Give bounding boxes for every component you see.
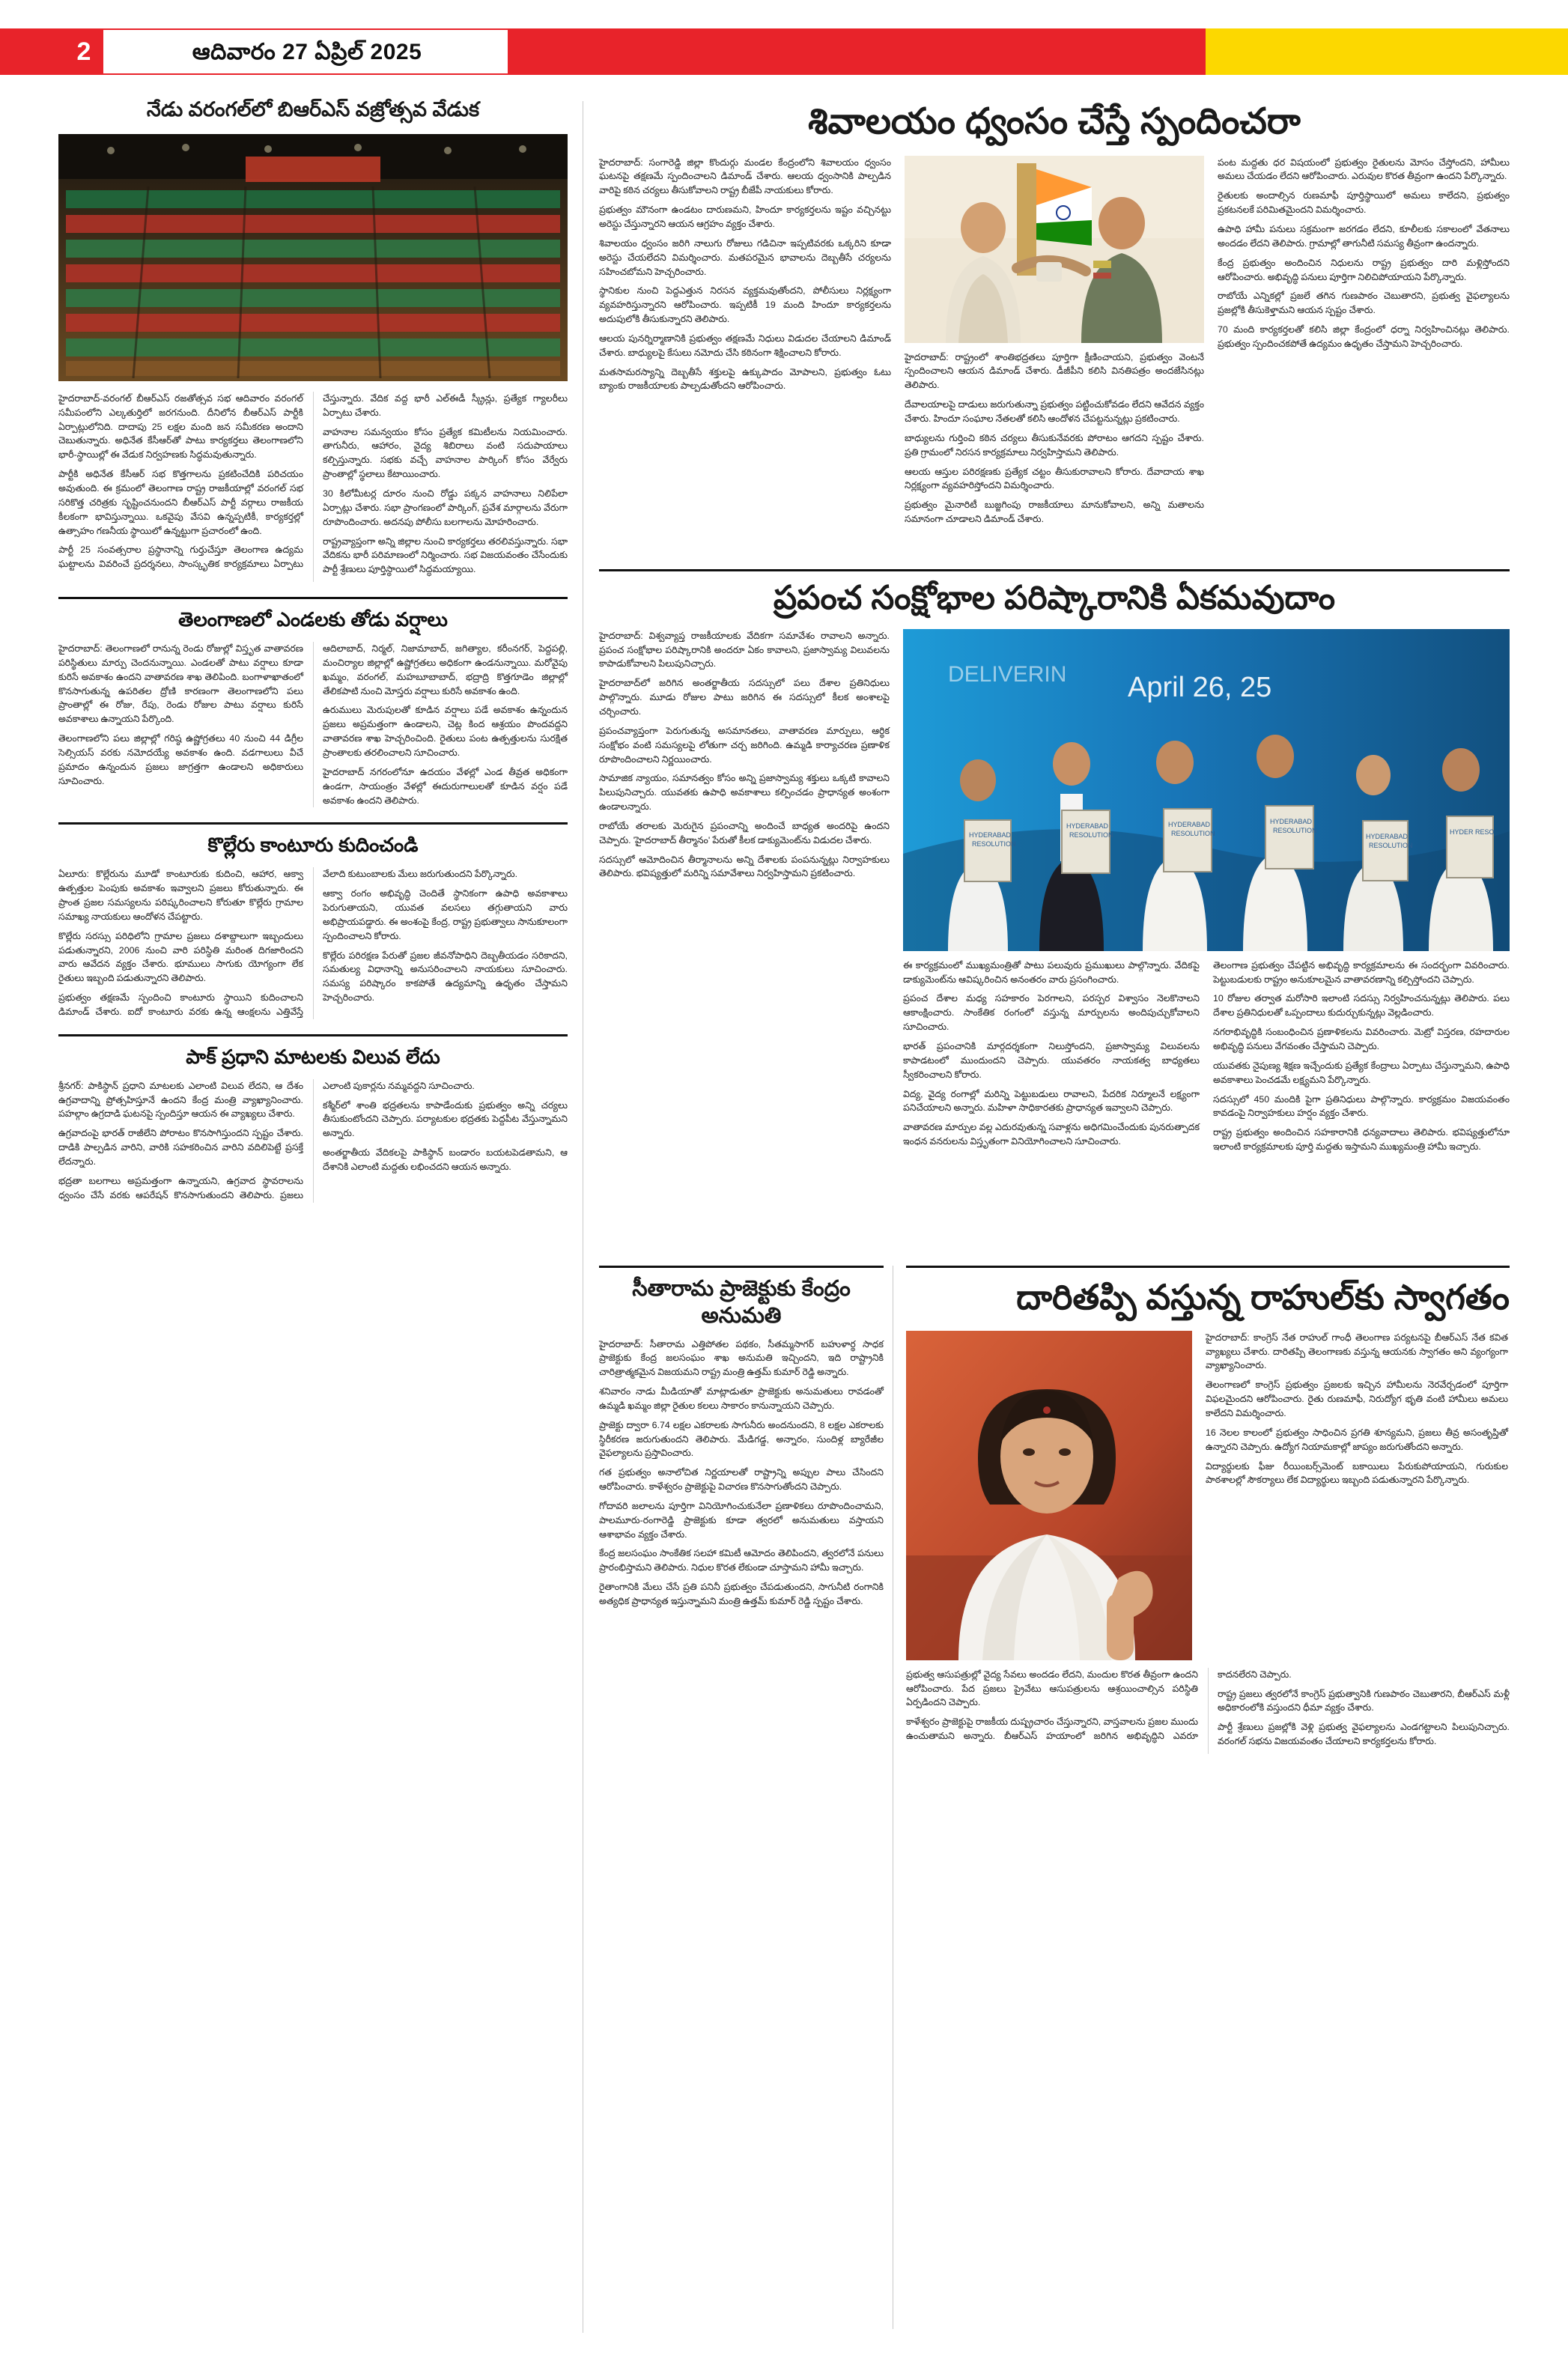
paragraph: ఆదిలాబాద్, నిర్మల్, నిజామాబాద్, జగిత్యాల, కరీంనగర్, పెద్దపల్లి, మంచిర్యాల జిల్లాల్లో ఉష్ణోగ్రతలు అధికంగా ఉండనున్నాయి. మరోవైపు ఖమ్మం, వరంగల్, మహబూబాబాద్, భద్రాద్రి కొత్తగూడెం జిల్లాల్లో తేలికపాటి నుంచి మోస్తరు వర్షాలు కురిసే అవకాశం ఉంది.	[323, 643, 568, 696]
paragraph: శనివారం నాడు మీడియాతో మాట్లాడుతూ ప్రాజెక్టుకు అనుమతులు రావడంతో ఉమ్మడి ఖమ్మం జిల్లా రైతుల కలలు సాకారం కానున్నాయని చెప్పారు.	[599, 1386, 884, 1411]
storyC-body	[599, 1338, 884, 1609]
svg-text:HYDERABAD: HYDERABAD	[1270, 817, 1313, 825]
paragraph: ఉగ్రవాదంపై భారత్ రాజీలేని పోరాటం కొనసాగిస్తుందని స్పష్టం చేశారు. దాడికి పాల్పడిన వారిని, వారికి సహకరించిన వారిని వదిలిపెట్టే ప్రసక్తే లేదన్నారు.	[58, 1128, 303, 1167]
svg-text:RESOLUTION: RESOLUTION	[1369, 841, 1413, 849]
paragraph: ప్రభుత్వం మౌనంగా ఉండటం దారుణమని, హిందూ కార్యకర్తలను ఇష్టం వచ్చినట్టు అరెస్టు చేస్తున్నారని ఆయన ఆగ్రహం వ్యక్తం చేశారు.	[599, 204, 891, 229]
paragraph: ప్రాజెక్టు ద్వారా 6.74 లక్షల ఎకరాలకు సాగునీరు అందనుందని, 8 లక్షల ఎకరాలకు స్థిరీకరణ జరుగుతుందని తెలిపారు. మేడిగడ్డ, అన్నారం, సుందిళ్ల బ్యారేజీల వైఫల్యాలను ప్రస్తావించారు.	[599, 1419, 884, 1459]
paragraph: వాతావరణ మార్పుల వల్ల ఎదురవుతున్న సవాళ్లను అధిగమించేందుకు పునరుత్పాదక ఇంధన వనరులను విస్తృతంగా వినియోగించాలని సూచించారు.	[903, 1122, 1200, 1147]
paragraph: కశ్మీర్‌లో శాంతి భద్రతలను కాపాడేందుకు ప్రభుత్వం అన్ని చర్యలు తీసుకుంటోందని చెప్పారు. పర్యాటకుల భద్రతకు పెద్దపీట వేస్తున్నామని అన్నారు.	[323, 1099, 568, 1139]
paragraph: నగరాభివృద్ధికి సంబంధించిన ప్రణాళికలను వివరించారు. మెట్రో విస్తరణ, రహదారుల అభివృద్ధి పనులు వేగవంతం చేస్తామని చెప్పారు.	[1213, 1027, 1510, 1052]
storyA-col1	[599, 156, 891, 532]
col1-section3-headline: కొల్లేరు కాంటూరు కుదించండి	[58, 822, 568, 861]
paragraph: హైదరాబాద్ నగరంలోనూ ఉదయం వేళల్లో ఎండ తీవ్రత అధికంగా ఉండగా, సాయంత్రం వేళల్లో ఈదురుగాలులతో కూడిన వర్షం పడే అవకాశం ఉందని తెలిపారు.	[323, 766, 568, 806]
col1-section2-headline: తెలంగాణలో ఎండలకు తోడు వర్షాలు	[58, 597, 568, 636]
storyB-headline: ప్రపంచ సంక్షోభాల పరిష్కారానికి ఏకమవుదాం	[599, 569, 1510, 629]
paragraph: తెలంగాణలోని పలు జిల్లాల్లో గరిష్ఠ ఉష్ణోగ్రతలు 40 నుంచి 44 డిగ్రీల సెల్సియస్ వరకు నమోదయ్యే అవకాశం ఉంది. వడగాలులు వీచే ప్రమాదం ఉన్నందున ప్రజలు జాగ్రత్తగా ఉండాలని అధికారులు సూచించారు.	[58, 733, 303, 786]
paragraph: ఆలయ ఆస్తుల పరిరక్షణకు ప్రత్యేక చట్టం తీసుకురావాలని కోరారు. దేవాదాయ శాఖ నిర్లక్ష్యంగా వ్యవహరిస్తోందని విమర్శించారు.	[905, 466, 1204, 491]
svg-text:RESOLUTION: RESOLUTION	[972, 840, 1016, 848]
paragraph: ఏలూరు: కొల్లేరును మూడో కాంటూరుకు కుదించి, ఆహార, ఆక్వా ఉత్పత్తుల పెంపుకు అవకాశం ఇవ్వాలని ప్రజలు కోరుతున్నారు. ఈ ప్రాంత ప్రజల సమస్యలను పరిష్కరించాలని కోరుతూ కొల్లేరు గ్రామాల సమాఖ్య నాయకులు ఆందోళన చేపట్టారు.	[58, 869, 303, 922]
svg-text:RESOLUTION: RESOLUTION	[1069, 831, 1113, 839]
story-temple-demolition	[599, 97, 1510, 532]
minister-dgp-handshake-photo	[905, 156, 1204, 343]
masthead-yellow-bar	[1206, 28, 1568, 75]
svg-text:HYDER RESO: HYDER RESO	[1450, 828, 1495, 836]
paragraph: హైదరాబాద్: విశ్వవ్యాప్త రాజకీయాలకు వేదికగా సమావేశం రావాలని అన్నారు. ప్రపంచ సంక్షోభాల పరిష్కారానికి అందరూ ఏకం కావాలని, ప్రజాస్వామ్య విలువలను కాపాడుకోవాలని పిలుపునిచ్చారు.	[599, 630, 890, 670]
paragraph: ఆక్వా రంగం అభివృద్ధి చెందితే స్థానికంగా ఉపాధి అవకాశాలు పెరుగుతాయని, యువత వలసలు తగ్గుతాయని వారు అభిప్రాయపడ్డారు. ఈ అంశంపై కేంద్ర, రాష్ట్ర ప్రభుత్వాలు సానుకూలంగా స్పందించాలని కోరారు.	[323, 888, 568, 941]
svg-text:April 26, 25: April 26, 25	[1128, 671, 1272, 703]
paragraph: 30 కిలోమీటర్ల దూరం నుంచి రోడ్డు పక్కన వాహనాలు నిలిపేలా ఏర్పాట్లు చేశారు. సభా ప్రాంగణంలో పార్కింగ్, ప్రవేశ మార్గాలను వేరుగా రూపొందించారు. అదనపు పోలీసు బలగాలను మోహరించారు.	[323, 488, 568, 527]
svg-text:RESOLUTION: RESOLUTION	[1171, 829, 1215, 837]
paragraph: ఉపాధి హామీ పనులు సక్రమంగా జరగడం లేదని, కూలీలకు సకాలంలో వేతనాలు అందడం లేదని తెలిపారు. గ్రామాల్లో తాగునీటి సమస్య తీవ్రంగా ఉందన్నారు.	[1218, 223, 1510, 249]
storyC-headline: సీతారామ ప్రాజెక్టుకు కేంద్రం అనుమతి	[599, 1266, 884, 1338]
svg-text:HYDERABAD: HYDERABAD	[969, 831, 1012, 839]
paragraph: ప్రపంచవ్యాప్తంగా పెరుగుతున్న అసమానతలు, వాతావరణ మార్పులు, ఆర్థిక సంక్షోభం వంటి సమస్యలపై లోతుగా చర్చ జరిగింది. ఉమ్మడి కార్యాచరణ ప్రణాళిక రూపొందించాలని నిర్ణయించారు.	[599, 725, 890, 765]
issue-date: ఆదివారం 27 ఏప్రిల్ 2025	[192, 40, 422, 64]
paragraph: వాహనాల సమన్వయం కోసం ప్రత్యేక కమిటీలను నియమించారు. తాగునీరు, ఆహారం, వైద్య శిబిరాలు వంటి సదుపాయాలు కల్పిస్తున్నారు. సభకు వచ్చే వాహనాల పార్కింగ్ కోసం వేర్వేరు ప్రాంతాల్లో స్థలాలు కేటాయించారు.	[323, 426, 568, 480]
col1-section3-body	[58, 867, 568, 1018]
paragraph: కేంద్ర ప్రభుత్వం అందించిన నిధులను రాష్ట్ర ప్రభుత్వం దారి మళ్లిస్తోందని ఆరోపించారు. అభివృద్ధి పనులు పూర్తిగా నిలిచిపోయాయని పేర్కొన్నారు.	[1218, 257, 1510, 282]
paragraph: పార్టీకి అధినేత కేసీఆర్ సభ కొత్తగాలను ప్రకటించేదికి పరిచయం అవుతుంది. ఈ క్రమంలో తెలంగాణ రాష్ట్ర రాజకీయాల్లో వరంగల్ సభ సరికొత్త చరిత్రకు సృష్టించనుందని బీఆర్ఎస్ పార్టీ వర్గాలు రాజకీయ కీలకంగా భావిస్తున్నాయి. ఒకవైపు వేసవి ఉన్నప్పటికీ, కార్యకర్తల్లో ఉత్సాహం గణనీయ స్థాయిలో ఉన్నట్టుగా ప్రచారంలో ఉంది.	[58, 469, 303, 536]
paragraph: ప్రభుత్వం మైనారిటీ బుజ్జగింపు రాజకీయాలు మానుకోవాలని, అన్ని మతాలను సమానంగా చూడాలని డిమాండ్ చేశారు.	[905, 500, 1204, 525]
paragraph: శ్రీనగర్: పాకిస్థాన్ ప్రధాని మాటలకు ఎలాంటి విలువ లేదని, ఆ దేశం ఉగ్రవాదాన్ని ప్రోత్సహిస్తూనే ఉందని కేంద్ర మంత్రి వ్యాఖ్యానించారు. పహల్గాం ఉగ్రదాడి ఘటనపై స్పందిస్తూ ఆయన ఈ వ్యాఖ్యలు చేశారు.	[58, 1080, 303, 1120]
svg-text:DELIVERIN: DELIVERIN	[948, 661, 1067, 687]
paragraph: దేవాలయాలపై దాడులు జరుగుతున్నా ప్రభుత్వం పట్టించుకోవడం లేదని ఆవేదన వ్యక్తం చేశారు. హిందూ సంఘాల నేతలతో కలిసి ఆందోళన చేపట్టనున్నట్లు ప్రకటించారు.	[905, 399, 1204, 424]
paragraph: గత ప్రభుత్వం అనాలోచిత నిర్ణయాలతో రాష్ట్రాన్ని అప్పుల పాలు చేసిందని ఆరోపించారు. కాళేశ్వరం ప్రాజెక్టుపై విచారణ కొనసాగుతోందని చెప్పారు.	[599, 1467, 884, 1493]
storyD-row	[906, 1331, 1510, 1660]
col1-headline: నేడు వరంగల్‌లో బిఆర్‌ఎస్ వజ్రోత్సవ వేడుక	[146, 98, 480, 121]
paragraph: ప్రభుత్వం తక్షణమే స్పందించి కాంటూరు స్థాయిని కుదించాలని డిమాండ్ చేశారు. ఐదో కాంటూరు వరకు ఉన్న ఆంక్షలను ఎత్తివేస్తే వేలాది కుటుంబాలకు మేలు జరుగుతుందని పేర్కొన్నారు.	[58, 869, 518, 1017]
storyB-col2	[903, 959, 1200, 1159]
svg-text:RESOLUTION: RESOLUTION	[1273, 826, 1317, 834]
warangal-rally-ground-photo	[58, 134, 568, 381]
paragraph: ఈ కార్యక్రమంలో ముఖ్యమంత్రితో పాటు పలువురు ప్రముఖులు పాల్గొన్నారు. వేదికపై డాక్యుమెంట్‌ను ఆవిష్కరించిన అనంతరం వారు ప్రసంగించారు.	[903, 959, 1200, 985]
paragraph: హైదరాబాద్: సీతారామ ఎత్తిపోతల పథకం, సీతమ్మసాగర్ బహుళార్థ సాధక ప్రాజెక్టుకు కేంద్ర జలసంఘం శాఖ అనుమతి ఇచ్చిందని, ఇది రాష్ట్రానికి చారిత్రాత్మకమైన విజయమని రాష్ట్ర మంత్రి ఉత్తమ్ కుమార్ రెడ్డి అన్నారు.	[599, 1338, 884, 1378]
paragraph: ప్రభుత్వ ఆసుపత్రుల్లో వైద్య సేవలు అందడం లేదని, మందుల కొరత తీవ్రంగా ఉందని ఆరోపించారు. పేద ప్రజలు ప్రైవేటు ఆసుపత్రులను ఆశ్రయించాల్సిన పరిస్థితి ఏర్పడిందని చెప్పారు.	[906, 1669, 1198, 1708]
paragraph: రాష్ట్ర ప్రభుత్వం అందించిన సహకారానికి ధన్యవాదాలు తెలిపారు. భవిష్యత్తులోనూ ఇలాంటి కార్యక్రమాలకు పూర్తి మద్దతు ఇస్తామని ముఖ్యమంత్రి హామీ ఇచ్చారు.	[1213, 1127, 1510, 1153]
paragraph: సామాజిక న్యాయం, సమానత్వం కోసం అన్ని ప్రజాస్వామ్య శక్తులు ఒక్కటి కావాలని పిలుపునిచ్చారు. యువతకు ఉపాధి అవకాశాలు కల్పించడం ప్రాధాన్యత అంశంగా ఉండాలన్నారు.	[599, 773, 890, 813]
paragraph: గోదావరి జలాలను పూర్తిగా వినియోగించుకునేలా ప్రణాళికలు రూపొందించామని, పాలమూరు-రంగారెడ్డి ప్రాజెక్టుకు కూడా త్వరలో అనుమతులు వస్తాయని ఆశాభావం వ్యక్తం చేశారు.	[599, 1500, 884, 1540]
hyderabad-resolution-stage-photo	[903, 629, 1510, 951]
paragraph: 10 రోజుల తర్వాత మరోసారి ఇలాంటి సదస్సు నిర్వహించనున్నట్లు తెలిపారు. పలు దేశాల ప్రతినిధులతో ఒప్పందాలు కుదుర్చుకున్నట్లు వెల్లడించారు.	[1213, 993, 1510, 1018]
paragraph: ఉరుములు మెరుపులతో కూడిన వర్షాలు పడే అవకాశం ఉన్నందున ప్రజలు అప్రమత్తంగా ఉండాలని, చెట్ల కింద ఆశ్రయం పొందవద్దని వాతావరణ శాఖ హెచ్చరించింది. రైతులు పంట ఉత్పత్తులను సురక్షిత ప్రాంతాలకు తరలించాలని సూచించారు.	[323, 705, 568, 758]
paragraph: రాష్ట్రవ్యాప్తంగా అన్ని జిల్లాల నుంచి కార్యకర్తలు తరలివస్తున్నారు. సభా వేదికను భారీ పరిమాణంలో నిర్మించారు. సభ విజయవంతం చేసేందుకు పార్టీ శ్రేణులు పూర్తిస్థాయిలో సిద్ధమయ్యాయి.	[323, 535, 568, 575]
paragraph: హైదరాబాద్: తెలంగాణలో రానున్న రెండు రోజుల్లో విస్తృత వాతావరణ పరిస్థితులు మార్పు చెందనున్నాయి. ఎండలతో పాటు వర్షాలు కూడా కురిసే అవకాశం ఉందని వాతావరణ శాఖ తెలిపింది. బంగాళాఖాతంలో కొనసాగుతున్న ఉపరితల ద్రోణి కారణంగా తెలంగాణలోని పలు ప్రాంతాల్లో ఈ రోజు, రేపు, రెండు రోజుల పాటు వర్షాలు కురిసే అవకాశాలు ఉన్నాయని పేర్కొంది.	[58, 643, 303, 725]
paragraph: కాళేశ్వరం ప్రాజెక్టుపై రాజకీయ దుష్ప్రచారం చేస్తున్నారని, వాస్తవాలను ప్రజల ముందు ఉంచుతామని అన్నారు. బీఆర్ఎస్ హయాంలో జరిగిన అభివృద్ధిని ఎవరూ కాదనలేరని చెప్పారు.	[906, 1669, 1292, 1742]
paragraph: విద్యార్థులకు ఫీజు రీయింబర్స్‌మెంట్ బకాయిలు పేరుకుపోయాయని, గురుకుల పాఠశాలల్లో సౌకర్యాలు లేక విద్యార్థులు ఇబ్బంది పడుతున్నారని పేర్కొన్నారు.	[1206, 1460, 1508, 1486]
storyD-headline: దారితప్పి వస్తున్న రాహుల్‌కు స్వాగతం	[906, 1266, 1510, 1331]
paragraph: ప్రపంచ దేశాల మధ్య సహకారం పెరగాలని, పరస్పర విశ్వాసం నెలకొనాలని ఆకాంక్షించారు. సాంకేతిక రంగంలో వస్తున్న మార్పులను అందిపుచ్చుకోవాలని సూచించారు.	[903, 993, 1200, 1033]
paragraph: కొల్లేరు పరిరక్షణ పేరుతో ప్రజల జీవనోపాధిని దెబ్బతీయడం సరికాదని, సమతుల్య విధానాన్ని అనుసరించాలని నాయకులు సూచించారు. సమస్య పరిష్కారం కాకపోతే ఉద్యమాన్ని ఉధృతం చేస్తామని హెచ్చరించారు.	[323, 950, 568, 1004]
paragraph: పంట మద్దతు ధర విషయంలో ప్రభుత్వం రైతులను మోసం చేస్తోందని, హామీలు అమలు చేయడం లేదని ఆరోపించారు. ఎరువుల కొరత తీవ్రంగా ఉందని పేర్కొన్నారు.	[1218, 157, 1510, 182]
paragraph: సదస్సులో ఆమోదించిన తీర్మానాలను అన్ని దేశాలకు పంపనున్నట్లు నిర్వాహకులు తెలిపారు. భవిష్యత్తులో మరిన్ని సమావేశాలు నిర్వహిస్తామని ప్రకటించారు.	[599, 854, 890, 879]
svg-text:HYDERABAD: HYDERABAD	[1168, 820, 1211, 828]
paragraph: రైతాంగానికి మేలు చేసే ప్రతి పనినీ ప్రభుత్వం చేపడుతుందని, సాగునీటి రంగానికి అత్యధిక ప్రాధాన్యత ఇస్తున్నామని మంత్రి ఉత్తమ్ కుమార్ రెడ్డి స్పష్టం చేశారు.	[599, 1582, 884, 1606]
storyA-headline: శివాలయం ధ్వంసం చేస్తే స్పందించరా	[808, 102, 1301, 142]
storyA-col3	[1218, 156, 1510, 532]
storyB-col1	[599, 629, 890, 1159]
paragraph: పార్టీ శ్రేణులు ప్రజల్లోకి వెళ్లి ప్రభుత్వ వైఫల్యాలను ఎండగట్టాలని పిలుపునిచ్చారు. వరంగల్ సభను విజయవంతం చేయాలని కార్యకర్తలను కోరారు.	[1218, 1722, 1510, 1747]
paragraph: మతసామరస్యాన్ని దెబ్బతీసే శక్తులపై ఉక్కుపాదం మోపాలని, ప్రభుత్వం ఓటు బ్యాంకు రాజకీయాలకు పాల్పడుతోందని ఆరోపించారు.	[599, 366, 891, 392]
paragraph: సదస్సులో 450 మందికి పైగా ప్రతినిధులు పాల్గొన్నారు. కార్యక్రమం విజయవంతం కావడంపై నిర్వాహకులు హర్షం వ్యక్తం చేశారు.	[1213, 1093, 1510, 1119]
paragraph: 16 నెలల కాలంలో ప్రభుత్వం సాధించిన ప్రగతి శూన్యమని, ప్రజలు తీవ్ర అసంతృప్తితో ఉన్నారని చెప్పారు. ఉద్యోగ నియామకాల్లో జాప్యం జరుగుతోందని అన్నారు.	[1206, 1427, 1508, 1452]
paragraph: తెలంగాణలో కాంగ్రెస్ ప్రభుత్వం ప్రజలకు ఇచ్చిన హామీలను నెరవేర్చడంలో పూర్తిగా విఫలమైందని ఆరోపించారు. రైతు రుణమాఫీ, నిరుద్యోగ భృతి వంటి హామీలు అమలు కాలేదని విమర్శించారు.	[1206, 1379, 1508, 1419]
svg-text:HYDERABAD: HYDERABAD	[1366, 832, 1409, 840]
svg-text:HYDERABAD: HYDERABAD	[1066, 822, 1109, 830]
col1-section4-body	[58, 1079, 568, 1203]
kavitha-press-meet-photo	[906, 1331, 1192, 1660]
paragraph: రాష్ట్ర ప్రజలు త్వరలోనే కాంగ్రెస్ ప్రభుత్వానికి గుణపాఠం చెబుతారని, బీఆర్ఎస్ మళ్లీ అధికారంలోకి వస్తుందని ధీమా వ్యక్తం చేశారు.	[1218, 1688, 1510, 1713]
col1-section2-body	[58, 642, 568, 807]
story-sitarama-project	[599, 1266, 884, 1614]
paragraph: హైదరాబాద్: సంగారెడ్డి జిల్లా కొందుర్గు మండల కేంద్రంలోని శివాలయం ధ్వంసం ఘటనపై తక్షణమే స్పందించాలని డిమాండ్ చేశారు. ఆలయ ధ్వంసానికి పాల్పడిన వారిపై కఠిన చర్యలు తీసుకోవాలని రాష్ట్ర బీజేపీ నాయకులు కోరారు.	[599, 157, 891, 196]
storyB-top-row	[599, 629, 1510, 1159]
paragraph: హైదరాబాద్: రాష్ట్రంలో శాంతిభద్రతలు పూర్తిగా క్షీణించాయని, ప్రభుత్వం వెంటనే స్పందించాలని ఆయన డిమాండ్ చేశారు. డీజీపీని కలిసి వినతిపత్రం అందజేసినట్లు తెలిపారు.	[905, 351, 1204, 391]
paragraph: కేంద్ర జలసంఘం సాంకేతిక సలహా కమిటీ ఆమోదం తెలిపిందని, త్వరలోనే పనులు ప్రారంభిస్తామని తెలిపారు. నిధుల కొరత లేకుండా చూస్తామని హామీ ఇచ్చారు.	[599, 1548, 884, 1573]
paragraph: 70 మంది కార్యకర్తలతో కలిసి జిల్లా కేంద్రంలో ధర్నా నిర్వహించినట్లు తెలిపారు. ప్రభుత్వం స్పందించకపోతే ఉద్యమం ఉధృతం చేస్తామని హెచ్చరించారు.	[1218, 324, 1510, 349]
masthead	[0, 0, 1568, 90]
paragraph: భారత్ ప్రపంచానికి మార్గదర్శకంగా నిలుస్తోందని, ప్రజాస్వామ్య విలువలను కాపాడటంలో ముందుందని చెప్పారు. యువతరం నాయకత్వ బాధ్యతలు స్వీకరించాలని కోరారు.	[903, 1041, 1200, 1080]
paragraph: ఆలయ పునర్నిర్మాణానికి ప్రభుత్వం తక్షణమే నిధులు విడుదల చేయాలని డిమాండ్ చేశారు. బాధ్యులపై కేసులు నమోదు చేసి కఠినంగా శిక్షించాలని కోరారు.	[599, 333, 891, 358]
paragraph: స్థానికుల నుంచి పెద్దఎత్తున నిరసన వ్యక్తమవుతోందని, పోలీసులు నిర్లక్ష్యంగా వ్యవహరిస్తున్నారని ఆరోపించారు. ఇప్పటికీ 19 మంది హిందూ కార్యకర్తలను అదుపులోకి తీసుకున్నారని తెలిపారు.	[599, 285, 891, 325]
story-global-crisis	[599, 569, 1510, 1159]
paragraph: విద్య, వైద్య రంగాల్లో మరిన్ని పెట్టుబడులు రావాలని, పేదరిక నిర్మూలనే లక్ష్యంగా పనిచేయాలని అన్నారు. మహిళా సాధికారతకు ప్రాధాన్యత ఇవ్వాలని చెప్పారు.	[903, 1088, 1200, 1114]
paragraph: హైదరాబాద్‌లో జరిగిన అంతర్జాతీయ సదస్సులో పలు దేశాల ప్రతినిధులు పాల్గొన్నారు. మూడు రోజుల పాటు జరిగిన ఈ సదస్సులో కీలక అంశాలపై చర్చించారు.	[599, 678, 890, 717]
paragraph: హైదరాబాద్-వరంగల్ బీఆర్ఎస్ రజతోత్సవ సభ ఆదివారం వరంగల్ సమీపంలోని ఎల్కతుర్తిలో జరగనుంది. దీనిలోన బీఆర్ఎస్ పార్టీకి ఏర్పాట్లులోనిది. దాదాపు 25 లక్షల మంది జన సమీకరణ అందాని చెబుతున్నారు. అధినేత కేసీఆర్‌తో పాటు కార్యకర్తలు తెలంగాణలోని భారీ-స్థాయిల్లో ఈ వేడుక నిర్వహణకు సిద్ధమవుతున్నారు.	[58, 392, 303, 461]
left-column	[58, 97, 568, 1203]
paragraph: హైదరాబాద్: కాంగ్రెస్ నేత రాహుల్ గాంధీ తెలంగాణ పర్యటనపై బీఆర్ఎస్ నేత కవిత వ్యాఖ్యలు చేశారు. దారితప్పి తెలంగాణకు వస్తున్న ఆయనకు స్వాగతం అని వ్యంగ్యంగా వ్యాఖ్యానించారు.	[1206, 1332, 1508, 1371]
paragraph: బాధ్యులను గుర్తించి కఠిన చర్యలు తీసుకునేవరకు పోరాటం ఆగదని స్పష్టం చేశారు. ప్రతి గ్రామంలో నిరసన కార్యక్రమాలు నిర్వహిస్తామని తెలిపారు.	[905, 432, 1204, 458]
storyA-top-row	[599, 156, 1510, 532]
paragraph: శివాలయం ధ్వంసం జరిగి నాలుగు రోజులు గడిచినా ఇప్పటివరకు ఒక్కరిని కూడా అరెస్టు చేయలేదని విమర్శించారు. మతపరమైన భావాలను దెబ్బతీసే చర్యలను సహించబోమని హెచ్చరించారు.	[599, 237, 891, 277]
storyD-right	[1206, 1331, 1508, 1660]
paragraph: రైతులకు అందాల్సిన రుణమాఫీ పూర్తిస్థాయిలో అమలు కాలేదని, ప్రభుత్వం ప్రకటనలకే పరిమితమైందని విమర్శించారు.	[1218, 190, 1510, 216]
story-rahul-welcome	[906, 1266, 1510, 1754]
paragraph: భద్రతా బలగాలు అప్రమత్తంగా ఉన్నాయని, ఉగ్రవాద స్థావరాలను ధ్వంసం చేసే వరకు ఆపరేషన్ కొనసాగుతుందని తెలిపారు. ప్రజలు ఎలాంటి పుకార్లను నమ్మవద్దని సూచించారు.	[58, 1080, 475, 1200]
paragraph: అంతర్జాతీయ వేదికలపై పాకిస్థాన్ బండారం బయటపెడతామని, ఆ దేశానికి ఎలాంటి మద్దతు లభించదని ఆయన అన్నారు.	[323, 1147, 568, 1172]
page-number: 2	[76, 37, 91, 66]
paragraph: పార్టీ 25 సంవత్సరాల ప్రస్థానాన్ని గుర్తుచేస్తూ తెలంగాణ ఉద్యమ ఘట్టాలను వివరించే ప్రదర్శనలు, సాంస్కృతిక కార్యక్రమాలు ఏర్పాటు చేస్తున్నారు. వేదిక వద్ద భారీ ఎల్ఈడీ స్క్రీన్లు, ప్రత్యేక గ్యాలరీలు ఏర్పాటు చేశారు.	[58, 392, 568, 570]
col1-body	[58, 392, 568, 582]
paragraph: కొల్లేరు సరస్సు పరిధిలోని గ్రామాల ప్రజలు దశాబ్దాలుగా ఇబ్బందులు పడుతున్నారని, 2006 నుంచి వారి పరిస్థితి మరింత దిగజారిందని వారు ఆవేదన వ్యక్తం చేశారు. భూములు సాగుకు యోగ్యంగా లేక రైతులు ఇబ్బంది పడుతున్నారని తెలిపారు.	[58, 930, 303, 984]
storyB-col3	[1213, 959, 1510, 1159]
storyD-left	[906, 1331, 1192, 1660]
paragraph: యువతకు నైపుణ్య శిక్షణ ఇచ్చేందుకు ప్రత్యేక కేంద్రాలు ఏర్పాటు చేస్తున్నామని, ఉపాధి అవకాశాలు పెంచడమే లక్ష్యమని పేర్కొన్నారు.	[1213, 1060, 1510, 1085]
storyD-body-lower	[906, 1668, 1510, 1754]
paragraph: రాబోయే తరాలకు మెరుగైన ప్రపంచాన్ని అందించే బాధ్యత అందరిపై ఉందని చెప్పారు. 'హైదరాబాద్ తీర్మానం' పేరుతో కీలక డాక్యుమెంట్‌ను విడుదల చేశారు.	[599, 820, 890, 845]
storyA-col2	[905, 156, 1204, 532]
storyB-right	[903, 629, 1510, 1159]
col1-section4-headline: పాక్ ప్రధాని మాటలకు విలువ లేదు	[58, 1034, 568, 1073]
paragraph: తెలంగాణ ప్రభుత్వం చేపట్టిన అభివృద్ధి కార్యక్రమాలను ఈ సందర్భంగా వివరించారు. పెట్టుబడులకు రాష్ట్రం అనుకూలమైన వాతావరణాన్ని కల్పిస్తోందని చెప్పారు.	[1213, 959, 1510, 985]
paragraph: రాబోయే ఎన్నికల్లో ప్రజలే తగిన గుణపాఠం చెబుతారని, ప్రభుత్వ వైఫల్యాలను ప్రజల్లోకి తీసుకెళ్తామని ఆయన స్పష్టం చేశారు.	[1218, 291, 1510, 316]
